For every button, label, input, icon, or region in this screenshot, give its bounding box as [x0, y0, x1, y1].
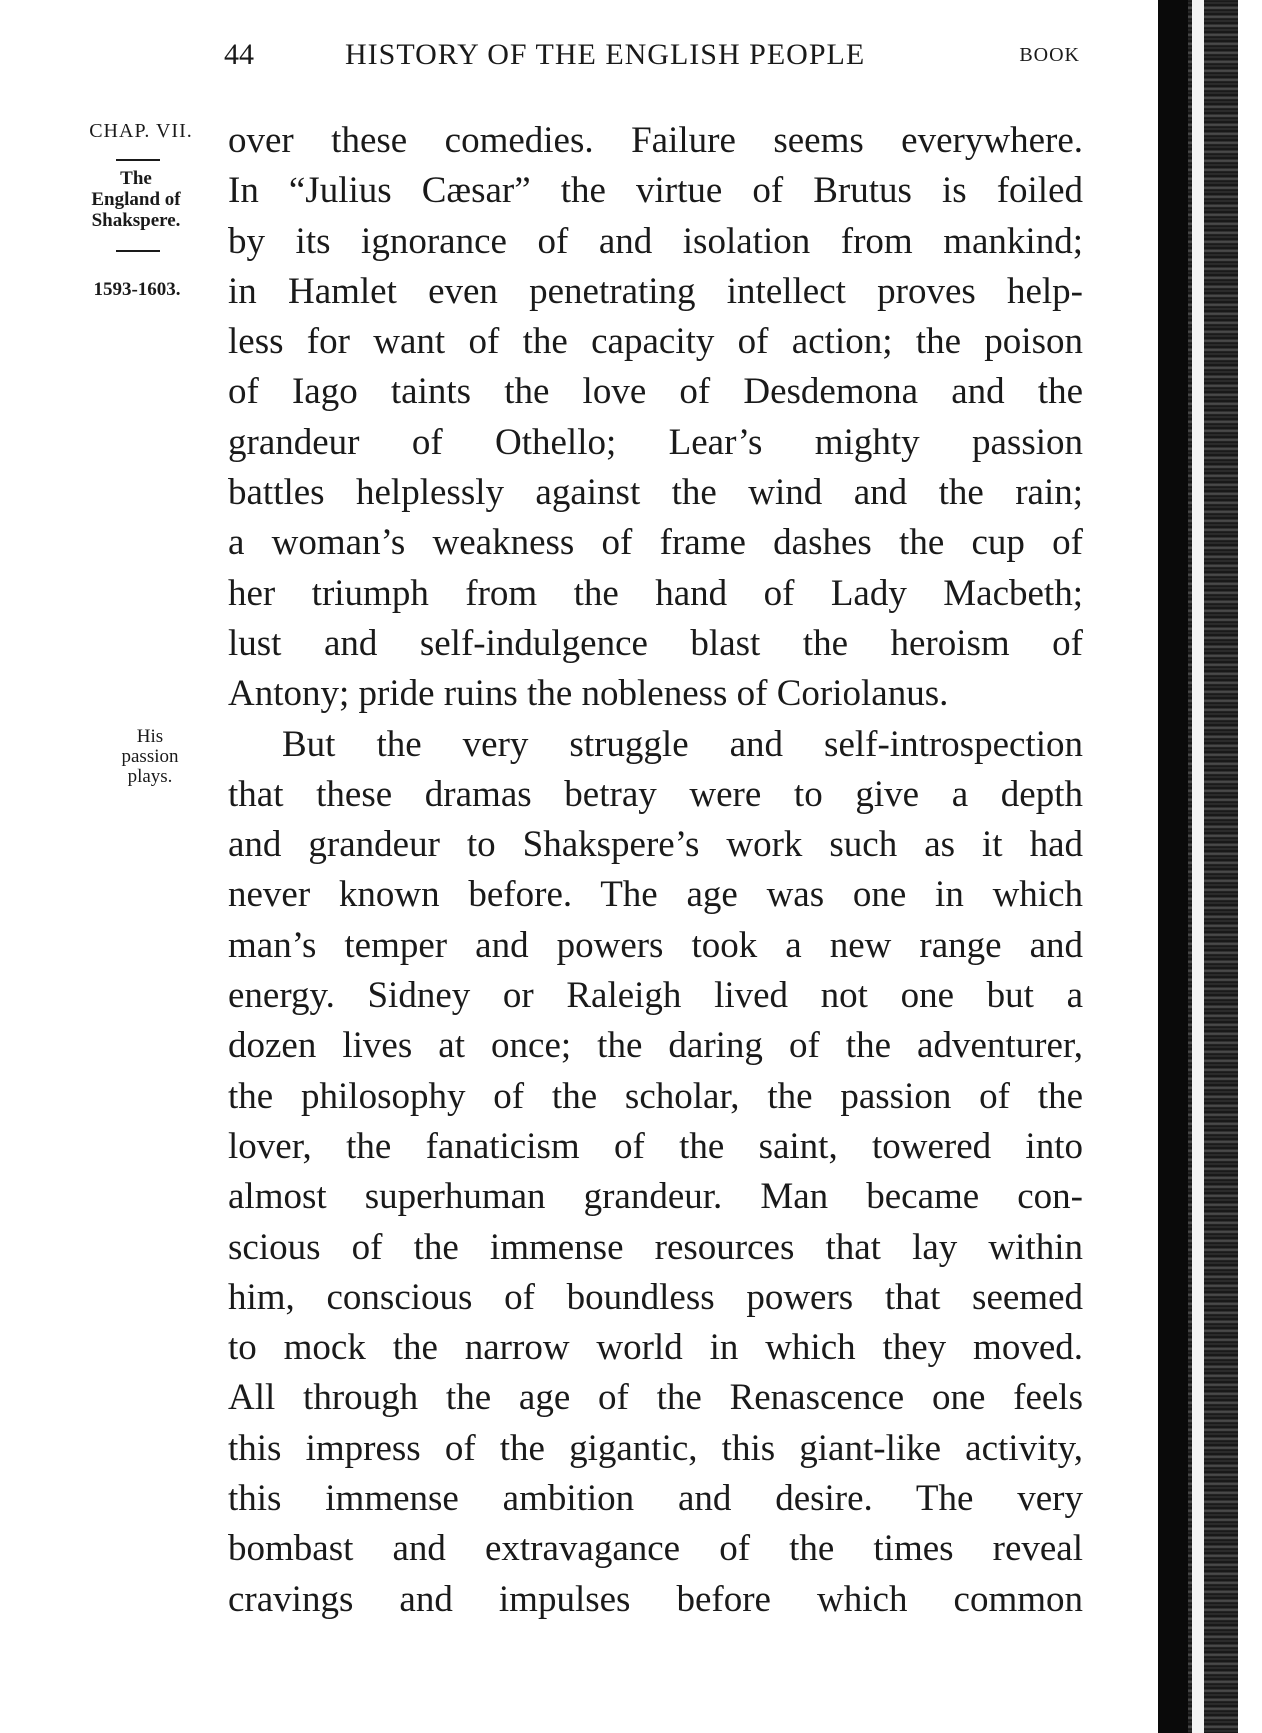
text-line: him, conscious of boundless powers that seemed — [228, 1276, 1083, 1318]
text-line: and grandeur to Shakspere’s work such as it had — [228, 824, 1083, 866]
running-title: HISTORY OF THE ENGLISH PEOPLE — [345, 38, 866, 71]
page-edge — [1192, 0, 1204, 1733]
text-line: lover, the fanaticism of the saint, towered into — [228, 1125, 1083, 1167]
text-line: Antony; pride ruins the nobleness of Coriolanus. — [228, 673, 949, 715]
text-line: the philosophy of the scholar, the passion of the — [228, 1075, 1083, 1117]
sidenote-england-of-shakspere — [64, 168, 208, 231]
text-line: over these comedies. Failure seems everywhere. — [228, 120, 1083, 161]
book-label: BOOK — [1019, 44, 1080, 66]
text-line: All through the age of the Renascence one feels — [228, 1377, 1083, 1419]
text-line: less for want of the capacity of action; the poison — [228, 321, 1083, 363]
running-header — [220, 38, 1080, 78]
text-line: But the very struggle and self-introspection — [282, 723, 1083, 765]
text-line: In “Julius Cæsar” the virtue of Brutus is foiled — [228, 170, 1083, 212]
text-line: cravings and impulses before which common — [228, 1578, 1083, 1620]
text-line: her triumph from the hand of Lady Macbeth; — [228, 572, 1083, 614]
text-line: bombast and extravagance of the times reveal — [228, 1528, 1083, 1570]
sidenote-line: plays. — [127, 766, 173, 787]
body-text — [228, 116, 1083, 1625]
sidenote-line: Shakspere. — [91, 210, 181, 231]
text-line: man’s temper and powers took a new range and — [228, 924, 1083, 966]
sidenote-line: England of — [91, 189, 181, 210]
text-line: by its ignorance of and isolation from mankind; — [228, 220, 1083, 262]
text-line: almost superhuman grandeur. Man became con- — [228, 1176, 1083, 1218]
text-line: a woman’s weakness of frame dashes the cup of — [228, 522, 1083, 564]
sidenote-line: His — [136, 726, 164, 747]
text-line: of Iago taints the love of Desdemona and the — [228, 371, 1083, 413]
text-line: to mock the narrow world in which they moved. — [228, 1327, 1083, 1369]
book-binding-edge — [1158, 0, 1238, 1733]
text-line: scious of the immense resources that lay within — [228, 1226, 1083, 1268]
page-number: 44 — [224, 38, 254, 71]
text-line: this impress of the gigantic, this giant-like activity, — [228, 1427, 1083, 1469]
binding-shadow — [1158, 0, 1188, 1733]
sidenote-his-passion-plays — [100, 727, 200, 787]
sidenote-line: The — [120, 168, 152, 189]
text-line: never known before. The age was one in which — [228, 874, 1083, 916]
chapter-label: CHAP. VII. — [89, 120, 193, 142]
text-line: dozen lives at once; the daring of the adventurer, — [228, 1025, 1083, 1067]
text-line: energy. Sidney or Raleigh lived not one but a — [228, 975, 1083, 1017]
text-line: in Hamlet even penetrating intellect proves help- — [228, 270, 1083, 312]
sidenote-dates: 1593-1603. — [93, 279, 181, 300]
text-line: that these dramas betray were to give a depth — [228, 773, 1083, 815]
text-line: grandeur of Othello; Lear’s mighty passion — [228, 421, 1083, 463]
text-line: battles helplessly against the wind and the rain; — [228, 472, 1083, 514]
margin-rule — [116, 250, 160, 252]
sidenote-line: passion — [121, 746, 179, 767]
text-line: lust and self-indulgence blast the heroism of — [228, 622, 1083, 664]
margin-rule — [116, 159, 160, 161]
text-line: this immense ambition and desire. The very — [228, 1478, 1083, 1520]
